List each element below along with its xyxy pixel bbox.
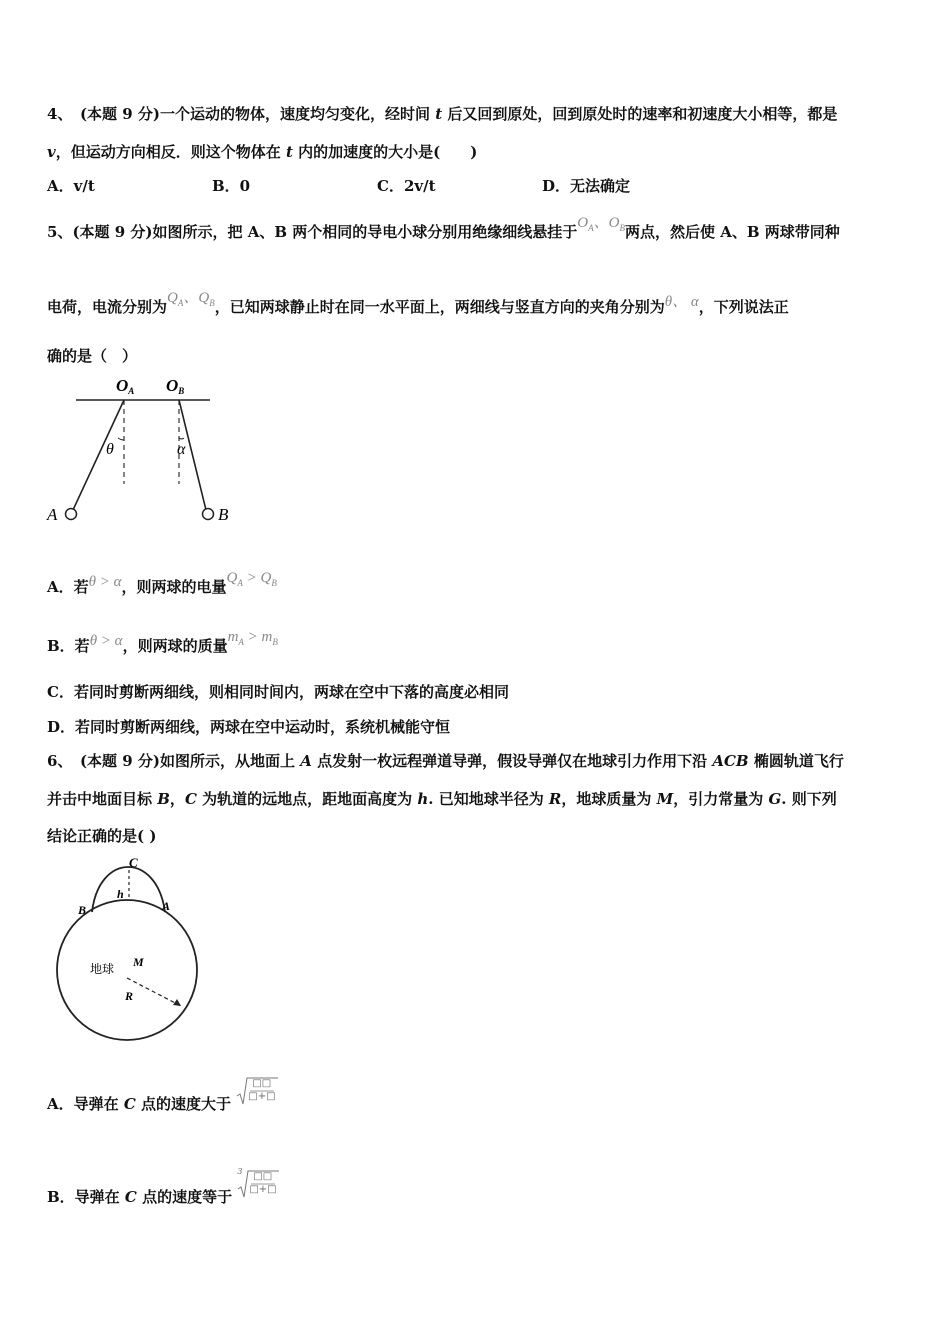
q4-option-c[interactable]: C．2v/t <box>377 177 436 195</box>
q5-option-b[interactable]: B．若θ > α，则两球的质量$m_A > m_B$ <box>47 629 278 655</box>
q6-line3: 结论正确的是( ) <box>47 827 157 845</box>
orbit-label-a: A <box>162 899 171 913</box>
q5-line3: 确的是（ ） <box>47 347 138 365</box>
q4-line2: v，但运动方向相反．则这个物体在 t 内的加速度的大小是( ) <box>47 143 478 161</box>
q5-option-d[interactable]: D．若同时剪断两细线，两球在空中运动时，系统机械能守恒 <box>47 718 451 736</box>
q4-option-d[interactable]: D．无法确定 <box>542 177 631 195</box>
figure-label-ob: OB <box>166 376 185 396</box>
earth-mass-label: M <box>133 955 144 969</box>
figure-label-ball-b: B <box>218 505 229 524</box>
figure-label-ball-a: A <box>47 505 58 524</box>
angle-arc-alpha <box>179 438 184 439</box>
ball-a <box>66 509 77 520</box>
q5-option-a[interactable]: A．若θ > α，则两球的电量$Q_A > Q_B$ <box>47 570 277 596</box>
cube-root-expression: 3 □□ □+□ <box>237 1193 279 1204</box>
q6-option-a[interactable]: A．导弹在 C 点的速度大于 □□ □+□ <box>47 1093 278 1114</box>
q4-option-b[interactable]: B．0 <box>212 177 251 195</box>
q6-line1: 6、 (本题 9 分)如图所示，从地面上 A 点发射一枚远程弹道导弹，假设导弹仅在地球引力作用下沿 ACB 椭圆轨道飞行 <box>47 752 844 770</box>
orbit-label-h: h <box>117 887 124 901</box>
q5-option-b-math: $m_A > m_B$ <box>227 629 278 647</box>
q4-line1: 4、 (本题 9 分)一个运动的物体，速度均匀变化，经时间 t 后又回到原处，回到原处时的速率和初速度大小相等，都是 <box>47 105 838 123</box>
q5-qa-symbol: $Q_A$ <box>167 290 184 308</box>
q5-pendulum-figure <box>40 372 240 532</box>
q6-line2: 并击中地面目标 B，C 为轨道的远地点，距地面高度为 h. 已知地球半径为 R，地球质量为 M，引力常量为 G. 则下列 <box>47 790 837 808</box>
figure-label-theta: θ <box>106 441 114 458</box>
figure-label-oa: OA <box>116 376 135 396</box>
earth-circle <box>57 900 197 1040</box>
q5-option-a-math: $Q_A > Q_B$ <box>226 570 277 588</box>
radius-label: R <box>125 989 134 1003</box>
string-a <box>73 400 124 510</box>
radius-dashed-line <box>127 978 181 1006</box>
q6-option-b[interactable]: B．导弹在 C 点的速度等于 3 □□ □+□ <box>47 1186 279 1207</box>
q5-line2: 电荷，电流分别为$Q_A$、$Q_B$，已知两球静止时在同一水平面上，两细线与竖直方向的夹角分别为θ、 α，下列说法正 <box>47 290 789 316</box>
q5-qb-symbol: $Q_B$ <box>198 290 215 308</box>
q5-line1: 5、(本题 9 分)如图所示，把 A、B 两个相同的导电小球分别用绝缘细线悬挂于$O_A$、$O_B$两点，然后使 A、B 两球带同种 <box>47 215 840 241</box>
ball-b <box>203 509 214 520</box>
q5-oa-symbol: $O_A$ <box>577 215 594 233</box>
earth-label: 地球 <box>90 962 115 976</box>
radius-arrowhead <box>173 999 181 1006</box>
q4-option-a[interactable]: A．v/t <box>47 177 95 195</box>
sqrt-expression: □□ □+□ <box>236 1100 278 1111</box>
orbit-label-c: C <box>129 855 138 870</box>
angle-arc-theta <box>118 438 124 440</box>
q6-orbit-figure <box>45 852 205 1047</box>
q5-option-c[interactable]: C．若同时剪断两细线，则相同时间内，两球在空中下落的高度必相同 <box>47 683 509 701</box>
figure-label-alpha: α <box>177 441 186 458</box>
orbit-label-b: B <box>78 903 87 917</box>
q5-ob-symbol: $O_B$ <box>608 215 625 233</box>
